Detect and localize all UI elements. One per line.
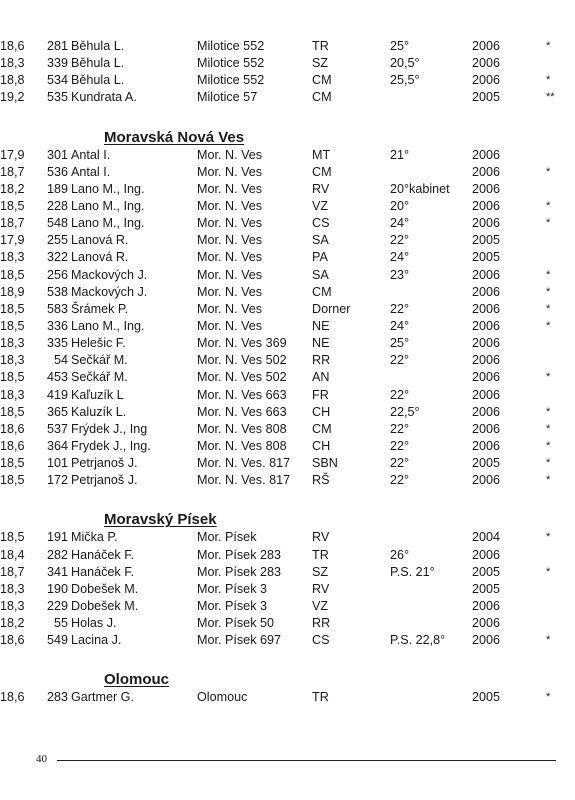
variety-code: RŠ (312, 473, 330, 488)
mark: * (546, 474, 551, 487)
note: 24° (390, 216, 410, 231)
owner-name: Běhula L. (71, 56, 125, 71)
location: Milotice 552 (197, 73, 265, 88)
year: 2006 (472, 267, 501, 282)
note: 26° (390, 547, 410, 562)
mark: * (546, 565, 551, 578)
note: 24° (390, 250, 410, 265)
section-gap (0, 489, 575, 503)
variety-code: TR (312, 690, 329, 705)
value: 18,3 (0, 56, 25, 71)
footer-rule (57, 760, 556, 761)
note: 20° (390, 198, 410, 213)
value: 17,9 (0, 147, 25, 162)
variety-code: SA (312, 233, 329, 248)
value: 17,9 (0, 233, 25, 248)
owner-name: Běhula L. (71, 39, 125, 53)
entry-number: 538 (46, 284, 68, 299)
owner-name: Lano M., Ing. (71, 318, 145, 333)
list-row (0, 318, 575, 335)
year: 2006 (472, 598, 501, 613)
mark: * (546, 40, 551, 52)
variety-code: TR (312, 39, 329, 53)
note: 24° (390, 318, 410, 333)
entry-number: 101 (46, 456, 68, 471)
owner-name: Lanová R. (71, 250, 129, 265)
variety-code: PA (312, 250, 328, 265)
location: Mor. N. Ves 663 (197, 387, 287, 402)
note: 22° (390, 353, 410, 368)
year: 2005 (472, 456, 501, 471)
year: 2005 (472, 250, 501, 265)
value: 18,5 (0, 301, 25, 316)
location: Mor. N. Ves 808 (197, 421, 287, 436)
location: Mor. Písek 3 (197, 581, 267, 596)
variety-code: VZ (312, 198, 329, 213)
location: Mor. Písek 3 (197, 598, 267, 613)
list-row (0, 352, 575, 369)
page-number: 40 (36, 753, 47, 765)
location: Mor. N. Ves (197, 267, 263, 282)
variety-code: AN (312, 370, 330, 385)
value: 18,3 (0, 353, 25, 368)
year: 2006 (472, 164, 501, 179)
variety-code: VZ (312, 598, 329, 613)
entry-number: 549 (46, 633, 68, 648)
note: 22° (390, 456, 410, 471)
list-row (0, 89, 575, 106)
location: Mor. N. Ves 502 (197, 353, 287, 368)
list-row (0, 564, 575, 581)
list-row (0, 438, 575, 455)
value: 18,5 (0, 473, 25, 488)
location: Mor. N. Ves (197, 233, 263, 248)
value: 18,5 (0, 404, 25, 419)
section-heading-row (0, 503, 575, 529)
location: Olomouc (197, 690, 248, 705)
value: 18,6 (0, 633, 25, 648)
list-row (0, 267, 575, 284)
location: Mor. N. Ves. 817 (197, 473, 291, 488)
entry-number: 336 (46, 318, 68, 333)
list-row (0, 215, 575, 232)
entry-number: 172 (46, 473, 68, 488)
year: 2006 (472, 547, 501, 562)
mark: * (546, 268, 551, 281)
page-footer (36, 752, 556, 766)
mark: * (546, 531, 551, 544)
owner-name: Lano M., Ing. (71, 198, 145, 213)
mark: * (546, 319, 551, 332)
note: 21° (390, 147, 410, 162)
entry-number: 322 (46, 250, 68, 265)
value: 18,3 (0, 336, 25, 351)
note: 22° (390, 233, 410, 248)
section-title: Moravská Nová Ves (104, 128, 245, 146)
section-title: Moravský Písek (104, 511, 217, 529)
variety-code: CS (312, 633, 330, 648)
year: 2004 (472, 530, 501, 545)
section-heading-row (0, 663, 575, 689)
owner-name: Běhula L. (71, 73, 125, 88)
location: Mor. N. Ves (197, 301, 263, 316)
section-gap (0, 649, 575, 663)
location: Mor. N. Ves (197, 181, 263, 196)
variety-code: RV (312, 530, 330, 545)
variety-code: CH (312, 404, 331, 419)
mark: * (546, 439, 551, 452)
year: 2006 (472, 318, 501, 333)
variety-code: CM (312, 90, 332, 105)
year: 2006 (472, 181, 501, 196)
owner-name: Lanová R. (71, 233, 129, 248)
variety-code: CM (312, 284, 332, 299)
variety-code: SZ (312, 56, 329, 71)
mark: * (546, 405, 551, 418)
entry-number: 536 (46, 164, 68, 179)
list-row (0, 547, 575, 564)
list-row (0, 198, 575, 215)
value: 18,3 (0, 581, 25, 596)
variety-code: TR (312, 547, 329, 562)
mark: * (546, 165, 551, 178)
owner-name: Hanáček F. (71, 547, 134, 562)
location: Mor. N. Ves (197, 216, 263, 231)
variety-code: SBN (312, 456, 338, 471)
owner-name: Kundrata A. (71, 90, 137, 105)
owner-name: Antal I. (71, 164, 111, 179)
location: Mor. N. Ves (197, 164, 263, 179)
location: Mor. N. Ves. 817 (197, 456, 291, 471)
year: 2006 (472, 473, 501, 488)
owner-name: Lano M., Ing. (71, 216, 145, 231)
entry-number: 190 (46, 581, 68, 596)
list-row (0, 404, 575, 421)
location: Mor. N. Ves (197, 147, 263, 162)
location: Mor. Písek 283 (197, 547, 281, 562)
variety-code: NE (312, 318, 330, 333)
year: 2006 (472, 370, 501, 385)
list-row (0, 164, 575, 181)
entry-number: 548 (46, 216, 68, 231)
entry-number: 339 (46, 56, 68, 71)
location: Mor. N. Ves 369 (197, 336, 287, 351)
variety-code: CH (312, 438, 331, 453)
mark: * (546, 634, 551, 647)
year: 2006 (472, 404, 501, 419)
note: 23° (390, 267, 410, 282)
note: 20°kabinet (390, 181, 450, 196)
mark: * (546, 691, 551, 704)
entry-number: 583 (46, 301, 68, 316)
entry-number: 281 (46, 39, 68, 53)
note: 22° (390, 387, 410, 402)
note: 22° (390, 438, 410, 453)
year: 2006 (472, 73, 501, 88)
variety-code: NE (312, 336, 330, 351)
owner-name: Petrjanoš J. (71, 456, 138, 471)
value: 18,9 (0, 284, 25, 299)
value: 18,5 (0, 370, 25, 385)
value: 18,5 (0, 456, 25, 471)
entry-number: 229 (46, 598, 68, 613)
owner-name: Helešic F. (71, 336, 126, 351)
entry-number: 335 (46, 336, 68, 351)
mark: * (546, 217, 551, 230)
list-row (0, 369, 575, 386)
owner-name: Holas J. (71, 616, 117, 631)
year: 2006 (472, 353, 501, 368)
variety-code: SZ (312, 564, 329, 579)
list-row (0, 335, 575, 352)
mark: * (546, 302, 551, 315)
owner-name: Frydek J., Ing. (71, 438, 151, 453)
variety-code: MT (312, 147, 331, 162)
note: P.S. 21° (390, 564, 435, 579)
year: 2006 (472, 39, 501, 53)
variety-code: FR (312, 387, 329, 402)
entry-number: 228 (46, 198, 68, 213)
mark: * (546, 371, 551, 384)
year: 2006 (472, 421, 501, 436)
section-gap (0, 107, 575, 121)
section-heading-row (0, 121, 575, 147)
list-row (0, 284, 575, 301)
owner-name: Dobešek M. (71, 598, 139, 613)
year: 2006 (472, 438, 501, 453)
entry-number: 534 (46, 73, 68, 88)
list-row (0, 632, 575, 649)
location: Mor. N. Ves (197, 284, 263, 299)
year: 2006 (472, 198, 501, 213)
list-row (0, 249, 575, 266)
entry-number: 537 (46, 421, 68, 436)
note: 22° (390, 473, 410, 488)
owner-name: Gartmer G. (71, 690, 134, 705)
location: Mor. Písek 697 (197, 633, 281, 648)
note: 22° (390, 421, 410, 436)
owner-name: Dobešek M. (71, 581, 139, 596)
location: Mor. N. Ves (197, 318, 263, 333)
list-row (0, 301, 575, 318)
owner-name: Kaľuzík L (71, 387, 124, 402)
list-row (0, 581, 575, 598)
year: 2005 (472, 90, 501, 105)
note: 25° (390, 336, 410, 351)
entry-number: 365 (46, 404, 68, 419)
year: 2006 (472, 301, 501, 316)
variety-code: RV (312, 581, 330, 596)
entry-number: 191 (46, 530, 68, 545)
value: 18,7 (0, 564, 25, 579)
list-row (0, 147, 575, 164)
value: 18,6 (0, 690, 25, 705)
entry-number: 282 (46, 547, 68, 562)
register-list (0, 38, 575, 707)
owner-name: Hanáček F. (71, 564, 134, 579)
value: 18,5 (0, 318, 25, 333)
note: 20,5° (390, 56, 420, 71)
value: 18,3 (0, 598, 25, 613)
owner-name: Mička P. (71, 530, 118, 545)
value: 18,3 (0, 387, 25, 402)
section-title: Olomouc (104, 671, 170, 689)
list-row (0, 55, 575, 72)
owner-name: Mackových J. (71, 284, 148, 299)
value: 18,5 (0, 267, 25, 282)
entry-number: 364 (46, 438, 68, 453)
owner-name: Šrámek P. (71, 301, 129, 316)
entry-number: 453 (46, 370, 68, 385)
note: 25,5° (390, 73, 420, 88)
value: 18,7 (0, 216, 25, 231)
year: 2005 (472, 233, 501, 248)
value: 18,7 (0, 164, 25, 179)
value: 18,2 (0, 616, 25, 631)
year: 2006 (472, 336, 501, 351)
mark: * (546, 457, 551, 470)
entry-number: 535 (46, 90, 68, 105)
note: 25° (390, 39, 410, 53)
list-row (0, 529, 575, 546)
location: Milotice 552 (197, 56, 265, 71)
list-row (0, 72, 575, 89)
value: 19,2 (0, 90, 25, 105)
value: 18,5 (0, 530, 25, 545)
owner-name: Frýdek J., Ing (71, 421, 148, 436)
mark: * (546, 285, 551, 298)
entry-number: 189 (46, 181, 68, 196)
owner-name: Lano M., Ing. (71, 181, 145, 196)
value: 18,4 (0, 547, 25, 562)
entry-number: 283 (46, 690, 68, 705)
entry-number: 419 (46, 387, 68, 402)
variety-code: RR (312, 616, 331, 631)
note: P.S. 22,8° (390, 633, 446, 648)
location: Mor. N. Ves (197, 250, 263, 265)
year: 2006 (472, 284, 501, 299)
value: 18,6 (0, 39, 25, 53)
list-row (0, 232, 575, 249)
list-row (0, 615, 575, 632)
year: 2005 (472, 581, 501, 596)
location: Mor. N. Ves (197, 198, 263, 213)
mark: * (546, 199, 551, 212)
year: 2006 (472, 147, 501, 162)
location: Mor. N. Ves 663 (197, 404, 287, 419)
variety-code: CS (312, 216, 330, 231)
note: 22,5° (390, 404, 420, 419)
owner-name: Kaluzík L. (71, 404, 127, 419)
value: 18,2 (0, 181, 25, 196)
variety-code: RV (312, 181, 330, 196)
list-row (0, 387, 575, 404)
location: Mor. Písek 283 (197, 564, 281, 579)
year: 2006 (472, 216, 501, 231)
entry-number: 341 (46, 564, 68, 579)
year: 2006 (472, 387, 501, 402)
value: 18,3 (0, 250, 25, 265)
list-row (0, 455, 575, 472)
mark: * (546, 74, 551, 87)
variety-code: CM (312, 73, 332, 88)
variety-code: CM (312, 421, 332, 436)
owner-name: Lacina J. (71, 633, 122, 648)
owner-name: Sečkář M. (71, 370, 128, 385)
location: Mor. Písek (197, 530, 257, 545)
owner-name: Antal I. (71, 147, 111, 162)
variety-code: CM (312, 164, 332, 179)
variety-code: RR (312, 353, 331, 368)
entry-number: 55 (53, 616, 68, 631)
value: 18,6 (0, 438, 25, 453)
year: 2005 (472, 564, 501, 579)
entry-number: 256 (46, 267, 68, 282)
mark: ** (546, 91, 555, 104)
location: Mor. Písek 50 (197, 616, 274, 631)
year: 2006 (472, 633, 501, 648)
list-row (0, 472, 575, 489)
variety-code: Dorner (312, 301, 351, 316)
owner-name: Petrjanoš J. (71, 473, 138, 488)
note: 22° (390, 301, 410, 316)
year: 2006 (472, 616, 501, 631)
location: Milotice 57 (197, 90, 258, 105)
value: 18,8 (0, 73, 25, 88)
list-row (0, 181, 575, 198)
mark: * (546, 422, 551, 435)
owner-name: Sečkář M. (71, 353, 128, 368)
location: Milotice 552 (197, 39, 265, 53)
value: 18,5 (0, 198, 25, 213)
value: 18,6 (0, 421, 25, 436)
entry-number: 301 (46, 147, 68, 162)
list-row (0, 689, 575, 706)
entry-number: 54 (53, 353, 68, 368)
list-row (0, 38, 575, 55)
owner-name: Mackových J. (71, 267, 148, 282)
list-row (0, 421, 575, 438)
variety-code: SA (312, 267, 329, 282)
year: 2006 (472, 56, 501, 71)
location: Mor. N. Ves 502 (197, 370, 287, 385)
location: Mor. N. Ves 808 (197, 438, 287, 453)
list-row (0, 598, 575, 615)
year: 2005 (472, 690, 501, 705)
entry-number: 255 (46, 233, 68, 248)
